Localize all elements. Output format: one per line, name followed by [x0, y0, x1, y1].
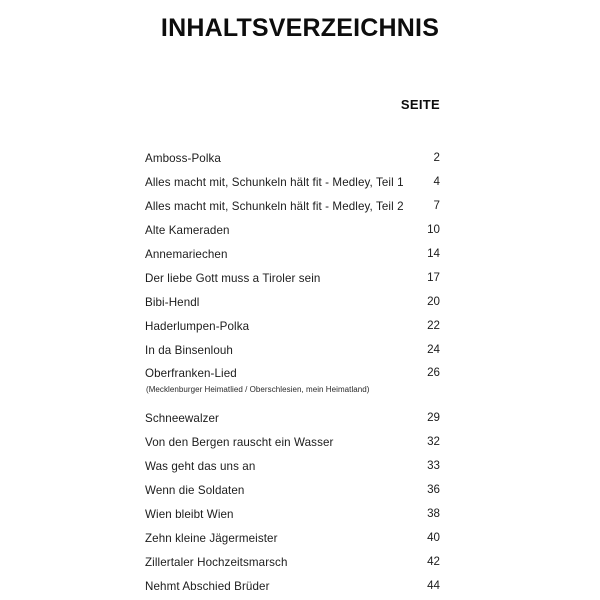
- toc-entry[interactable]: [145, 338, 440, 362]
- toc-entry-title: Zillertaler Hochzeitsmarsch: [145, 556, 288, 569]
- toc-entry-title: Bibi-Hendl: [145, 296, 200, 309]
- toc-entry[interactable]: [145, 502, 440, 526]
- toc-entry[interactable]: [145, 314, 440, 338]
- toc-entry-title: Zehn kleine Jägermeister: [145, 532, 278, 545]
- toc-entry[interactable]: [145, 146, 440, 170]
- toc-entry-page-number: 20: [427, 295, 440, 308]
- toc-entry-title: In da Binsenlouh: [145, 344, 233, 357]
- toc-entry-page-number: 44: [427, 579, 440, 592]
- toc-entry-page-number: 24: [427, 343, 440, 356]
- toc-entry-page-number: 17: [427, 271, 440, 284]
- toc-entry-title: Von den Bergen rauscht ein Wasser: [145, 436, 334, 449]
- toc-entry-title: Wenn die Soldaten: [145, 484, 245, 497]
- toc-entry-page-number: 38: [427, 507, 440, 520]
- toc-entry-page-number: 42: [427, 555, 440, 568]
- toc-entry-title: Alte Kameraden: [145, 224, 230, 237]
- toc-entry[interactable]: [145, 290, 440, 314]
- toc-entry[interactable]: [145, 170, 440, 194]
- toc-entry-page-number: 33: [427, 459, 440, 472]
- toc-entry[interactable]: [145, 242, 440, 266]
- toc-entry-title: Alles macht mit, Schunkeln hält fit - Medley, Teil 1: [145, 176, 404, 189]
- toc-entry[interactable]: [145, 430, 440, 454]
- toc-entry-title: Haderlumpen-Polka: [145, 320, 250, 333]
- toc-entry-page-number: 26: [427, 366, 440, 379]
- toc-entry-title: Alles macht mit, Schunkeln hält fit - Medley, Teil 2: [145, 200, 404, 213]
- toc-entry-title: Schneewalzer: [145, 412, 220, 425]
- toc-entry-page-number: 14: [427, 247, 440, 260]
- toc-entry-subtitle: (Mecklenburger Heimatlied / Oberschlesien, mein Heimatland): [146, 385, 370, 394]
- toc-entry-page-number: 4: [433, 175, 440, 188]
- toc-entry-title: Amboss-Polka: [145, 152, 221, 165]
- toc-entry-title: Der liebe Gott muss a Tiroler sein: [145, 272, 321, 285]
- toc-entry[interactable]: [145, 362, 440, 383]
- toc-entry-title: Was geht das uns an: [145, 460, 256, 473]
- toc-entry[interactable]: [145, 478, 440, 502]
- toc-entry-title: Annemariechen: [145, 248, 228, 261]
- toc-entry-page-number: 40: [427, 531, 440, 544]
- toc-entry-page-number: 7: [433, 199, 440, 212]
- toc-entry[interactable]: [145, 218, 440, 242]
- toc-entry[interactable]: [145, 266, 440, 290]
- toc-entry-page-number: 36: [427, 483, 440, 496]
- toc-entry[interactable]: [145, 526, 440, 550]
- toc-entry-page-number: 2: [433, 151, 440, 164]
- toc-entry[interactable]: [145, 454, 440, 478]
- toc-entry-page-number: 32: [427, 435, 440, 448]
- toc-entry-page-number: 10: [427, 223, 440, 236]
- toc-entry-page-number: 22: [427, 319, 440, 332]
- toc-entry-title: Oberfranken-Lied: [145, 367, 237, 380]
- toc-entry[interactable]: [145, 406, 440, 430]
- page-column-heading: SEITE: [400, 97, 440, 112]
- page-title: INHALTSVERZEICHNIS: [160, 14, 440, 42]
- toc-entry-title: Nehmt Abschied Brüder: [145, 580, 270, 593]
- toc-entry-title: Wien bleibt Wien: [145, 508, 234, 521]
- toc-entry[interactable]: [145, 574, 440, 598]
- toc-section-gap: [145, 396, 440, 406]
- toc-entry[interactable]: [145, 550, 440, 574]
- toc-entry-list: [145, 146, 440, 598]
- toc-entry[interactable]: [145, 194, 440, 218]
- toc-entry-page-number: 29: [427, 411, 440, 424]
